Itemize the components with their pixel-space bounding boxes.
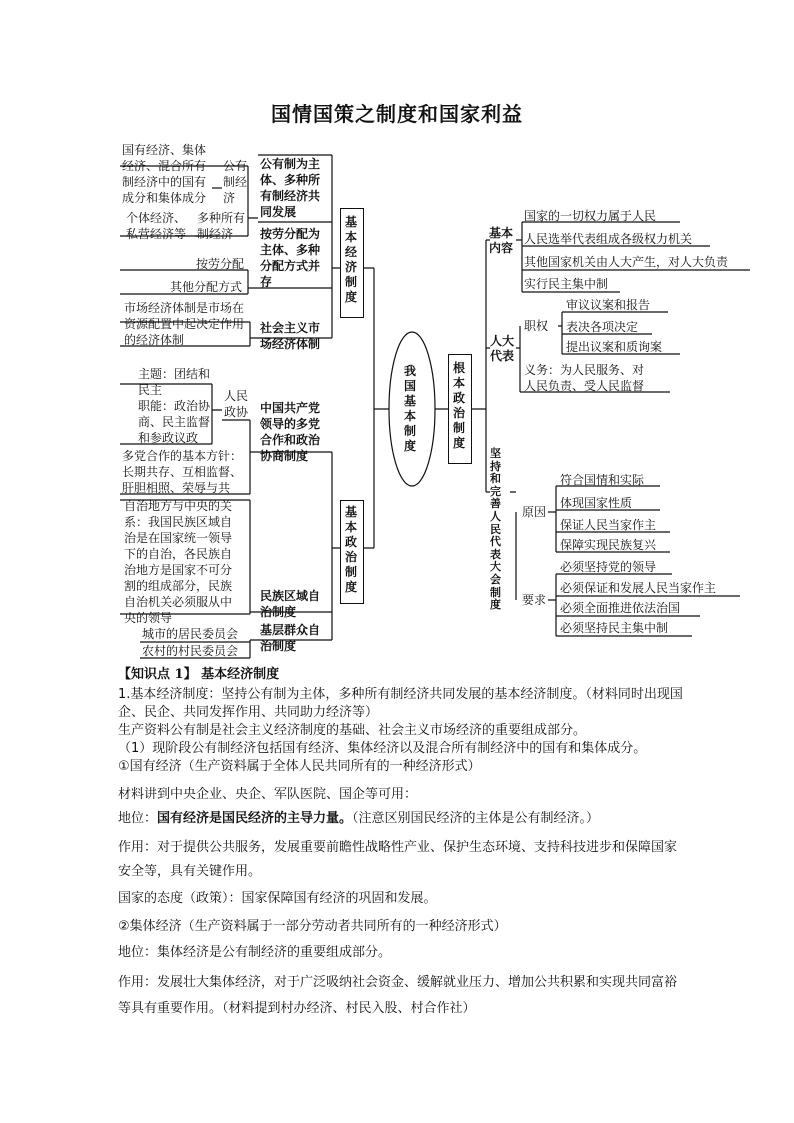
- page-title: 国情国策之制度和国家利益: [271, 102, 523, 126]
- power-item: 审议议案和报告: [566, 298, 651, 312]
- reason-item: 保证人民当家作主: [560, 518, 657, 532]
- power-item: 表决各项决定: [566, 320, 639, 334]
- paragraph: 地位：集体经济是公有制经济的重要组成部分。: [118, 945, 392, 960]
- paragraph: 1.基本经济制度：坚持公有制为主体，多种所有制经济共同发展的基本经济制度。（材料同时出现国企、民企、共同发挥作用、共同助力经济等）: [118, 687, 683, 720]
- ethnic-autonomy-node: 民族区域自 治制度: [260, 589, 321, 619]
- requirement-item: 必须坚持民主集中制: [560, 621, 669, 635]
- content-item: 实行民主集中制: [524, 277, 609, 291]
- party-policy-text: 多党合作的基本方针： 长期共存、互相监督、 肝胆相照、荣辱与共: [122, 449, 243, 495]
- content-item: 国家的一切权力属于人民: [524, 209, 657, 223]
- paragraph: ①国有经济（生产资料属于全体人民共同所有的一种经济形式）: [118, 759, 481, 774]
- cppcc-duty: 职能：政治协 商、民主监督 和参政议政: [138, 399, 211, 445]
- content-item: 其他国家机关由人大产生，对人大负责: [524, 255, 729, 269]
- cppcc-theme: 主题：团结和 民主: [138, 367, 211, 397]
- reason-item: 体现国家性质: [560, 496, 633, 510]
- paragraph: 材料讲到中央企业、央企、军队医院、国企等可用：: [118, 787, 418, 802]
- fundamental-system-box: [448, 354, 472, 464]
- position-note: （注意区别国民经济的主体是公有制经济。）: [352, 811, 600, 826]
- position-lead: 地位：: [118, 811, 158, 826]
- reason-item: 符合国情和实际: [560, 473, 645, 487]
- distribution-a: 按劳分配: [196, 257, 245, 271]
- gongyou-node: 公有制为主 体、多种所 有制经济共 同发展: [260, 157, 321, 219]
- power-label: 职权: [524, 319, 549, 333]
- improve-label: 坚 持 和 完 善 人 民 代 表 大 会 制 度: [490, 447, 501, 612]
- requirement-item: 必须全面推进依法治国: [560, 601, 681, 615]
- content-label: 基本 内容: [489, 226, 514, 255]
- gongyou-sub-label: 公有 制经 济: [223, 159, 248, 205]
- paragraph: 生产资料公有制是社会主义经济制度的基础、社会主义市场经济的重要组成部分。: [118, 723, 587, 738]
- political-system-box: [340, 500, 364, 604]
- paragraph: （1）现阶段公有制经济包括国有经济、集体经济以及混合所有制经济中的国有和集体成分。: [118, 741, 647, 756]
- party-coop-node: 中国共产党 领导的多党 合作和政治 协商制度: [260, 401, 321, 463]
- center-label: 我 国 基 本 制 度: [404, 364, 417, 453]
- political-system-label: 基 本 政 治 制 度: [345, 505, 358, 594]
- paragraph: 作用：发展壮大集体经济，对于广泛吸纳社会资金、缓解就业压力、增加公共积累和实现共同富裕等具有重要作用。（材料提到村办经济、村民入股、村合作社）: [118, 975, 678, 1016]
- requirement-item: 必须保证和发展人民当家作主: [560, 581, 717, 595]
- grassroots-node: 基层群众自 治制度: [260, 623, 321, 653]
- content-item: 人民选举代表组成各级权力机关: [524, 232, 693, 246]
- fundamental-system-label: 根 本 政 治 制 度: [453, 361, 466, 450]
- feigong-sub-label: 多种所有 制经济: [197, 211, 246, 241]
- feigong-sub-text: 个体经济、 私营经济等: [126, 211, 187, 241]
- cppcc-label: 人民 政协: [224, 389, 249, 419]
- econ-system-box: [340, 208, 364, 318]
- rep-duty: 义务：为人民服务、对 人民负责、受人民监督: [524, 363, 645, 393]
- power-item: 提出议案和质询案: [566, 340, 663, 354]
- paragraph: 作用：对于提供公共服务，发展重要前瞻性战略性产业、保护生态环境、支持科技进步和保障国家安全等，具有关键作用。: [118, 840, 678, 879]
- position-emphasis: 国有经济是国民经济的主导力量。: [157, 811, 353, 826]
- market-text: 市场经济体制是市场在 资源配置中起决定作用 的经济体制: [124, 301, 245, 347]
- reason-label: 原因: [522, 505, 547, 519]
- distribution-node: 按劳分配为 主体、多种 分配方式并 存: [260, 227, 321, 289]
- reason-item: 保障实现民族复兴: [560, 538, 657, 552]
- paragraph: ②集体经济（生产资料属于一部分劳动者共同所有的一种经济形式）: [118, 919, 507, 934]
- requirement-label: 要求: [522, 593, 547, 607]
- rep-label: 人大 代表: [490, 334, 515, 363]
- ethnic-autonomy-text: 自治地方与中央的关 系：我国民族区域自 治是在国家统一领导 下的自治，各民族自 治地方是国家不可分 割的组成部分，民族 自治机关必须服从中 央的领导: [124, 499, 233, 625]
- requirement-item: 必须坚持党的领导: [560, 560, 657, 574]
- section-heading: 【知识点 1】 基本经济制度: [118, 667, 280, 682]
- position-paragraph: [118, 810, 688, 828]
- econ-system-label: 基 本 经 济 制 度: [345, 215, 358, 304]
- gongyou-sub-text: 国有经济、集体 经济、混合所有 制经济中的国有 成分和集体成分: [122, 143, 207, 205]
- paragraph: 国家的态度（政策）：国家保障国有经济的巩固和发展。: [118, 891, 437, 906]
- grassroots-a: 城市的居民委员会: [142, 627, 239, 641]
- distribution-b: 其他分配方式: [170, 280, 243, 294]
- market-node: 社会主义市 场经济体制: [260, 321, 321, 351]
- grassroots-b: 农村的村民委员会: [142, 644, 239, 658]
